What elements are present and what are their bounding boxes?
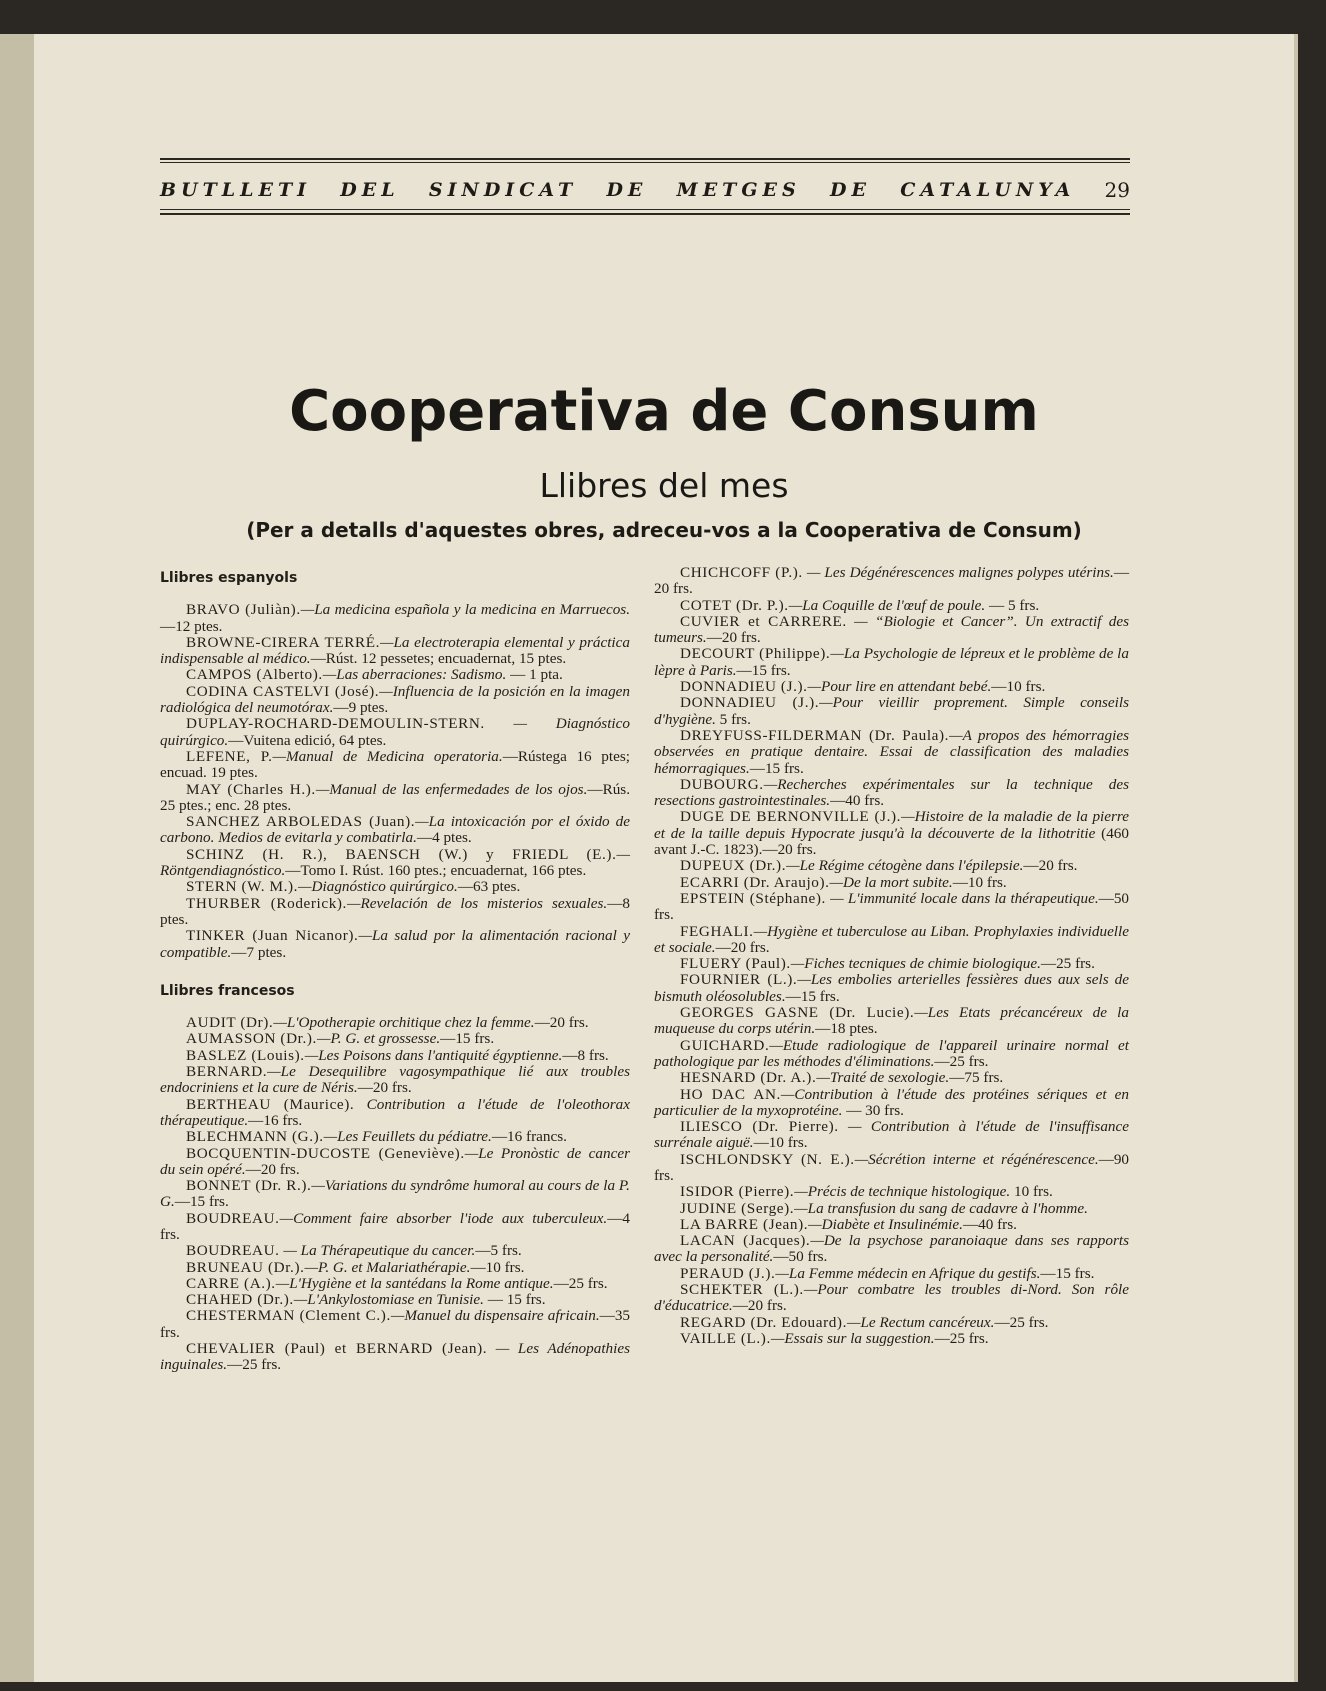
book-author: VAILLE (L.). (680, 1329, 771, 1347)
book-entry (160, 635, 630, 668)
book-title: —Comment faire absorber l'iode aux tuberculeux. (279, 1209, 608, 1227)
header-word: DEL (340, 179, 400, 201)
book-author: TINKER (Juan Nicanor). (186, 927, 359, 945)
book-price: —8 ptes. (160, 894, 630, 928)
book-title: —Pour combatre les troubles di-Nord. Son rôle d'éducatrice. (654, 1281, 1129, 1315)
book-author: PERAUD (J.). (680, 1264, 776, 1282)
book-price: —25 frs. (994, 1313, 1049, 1331)
book-author: DUPLAY-ROCHARD-DEMOULIN-STERN. (186, 715, 485, 733)
book-price: —9 ptes. (333, 699, 389, 717)
book-title: —Pour lire en attendant bebé. (807, 678, 992, 696)
book-entry (654, 956, 1129, 972)
page-number: 29 (1104, 178, 1130, 202)
book-author: CHESTERMAN (Clement C.). (186, 1307, 391, 1325)
book-title: Contribution a l'étude de l'oleothorax thérapeutique. (160, 1095, 630, 1129)
book-entry (654, 728, 1129, 777)
book-entry (160, 1178, 630, 1211)
book-author: DUBOURG. (680, 775, 764, 793)
header-word: DE (830, 179, 871, 201)
book-price: —40 frs. (962, 1215, 1017, 1233)
book-price: —10 frs. (991, 678, 1046, 696)
book-author: CHEVALIER (Paul) et BERNARD (Jean). (186, 1340, 488, 1358)
page-binding-edge (0, 34, 38, 1682)
book-entry (654, 1119, 1129, 1152)
book-title: —De la psychose paranoiaque dans ses rapports avec la personalité. (654, 1232, 1129, 1266)
book-entry (160, 782, 630, 815)
book-author: BASLEZ (Louis). (186, 1046, 305, 1064)
book-title: —Le Régime cétogène dans l'épilepsie. (786, 857, 1024, 875)
book-title: — Contribution à l'étude de l'insuffisance surrénale aiguë. (654, 1118, 1129, 1152)
book-author: CAMPOS (Alberto). (186, 666, 323, 684)
book-author: DUPEUX (Dr.). (680, 857, 787, 875)
book-entry (160, 1276, 630, 1292)
book-title: —Etude radiologique de l'appareil urinaire normal et pathologique par les méthodes d'éliminations. (654, 1036, 1129, 1070)
book-entry (160, 1097, 630, 1130)
book-author: BOCQUENTIN-DUCOSTE (Geneviève). (186, 1144, 465, 1162)
book-author: BERNARD. (186, 1063, 268, 1081)
book-title: — L'immunité locale dans la thérapeutique. (825, 889, 1099, 907)
book-price: —75 frs. (949, 1069, 1004, 1087)
header-rule-bottom (160, 213, 1130, 215)
book-author: SCHEKTER (L.). (680, 1281, 804, 1299)
book-title: —De la mort subite. (829, 873, 953, 891)
book-author: DECOURT (Philippe). (680, 645, 831, 663)
book-title: —Précis de technique histologique. (794, 1183, 1011, 1201)
book-title: —Les Poisons dans l'antiquité égyptienne. (304, 1046, 563, 1064)
book-author: FLUERY (Paul). (680, 955, 791, 973)
book-title: —Le Pronòstic de cancer du sein opéré. (160, 1144, 631, 1178)
book-title: —Pour vieillir proprement. Simple conseils d'hygiène. (654, 694, 1129, 728)
book-price: —15 frs. (785, 987, 840, 1005)
book-author: AUDIT (Dr). (186, 1014, 274, 1032)
book-entry (654, 1233, 1129, 1266)
book-title: —Manual de Medicina operatoria. (272, 747, 503, 765)
book-title: —La Coquille de l'œuf de poule. (788, 596, 986, 614)
book-title: —Les embolies arterielles fessières dues aux sels de bismuth oléosolubles. (654, 971, 1129, 1005)
book-title: —La transfusion du sang de cadavre à l'homme. (794, 1199, 1088, 1217)
book-entry (654, 1266, 1129, 1282)
book-title: —Manuel du dispensaire africain. (390, 1307, 600, 1325)
book-title: —P. G. et Malariathérapie. (304, 1258, 471, 1276)
book-author: STERN (W. M.). (186, 878, 299, 896)
spanish-book-list (160, 602, 630, 961)
book-author: ISIDOR (Pierre). (680, 1183, 795, 1201)
book-price: —15 frs. (736, 661, 791, 679)
book-entry (654, 924, 1129, 957)
book-price: —Rús. 25 ptes.; enc. 28 ptes. (160, 780, 630, 814)
book-title: —Contribution à l'étude des protéines sériques et en particulier de la myxoprotéine. (654, 1085, 1129, 1119)
book-entry (654, 646, 1129, 679)
book-price: —25 frs. (1040, 955, 1095, 973)
book-title: —Röntgendiagnóstico. (160, 845, 630, 880)
book-price: —25 frs. (553, 1274, 608, 1292)
book-entry (654, 1087, 1129, 1120)
book-author: SCHINZ (H. R.), BAENSCH (W.) y FRIEDL (E.). (186, 845, 617, 863)
book-title: —Revelación de los misterios sexuales. (346, 894, 608, 912)
book-author: COTET (Dr. P.). (680, 596, 789, 614)
book-author: BOUDREAU. (186, 1242, 280, 1260)
book-price: —12 ptes. (160, 617, 223, 635)
book-price: —35 frs. (160, 1307, 630, 1341)
book-author: HESNARD (Dr. A.). (680, 1069, 817, 1087)
header-rule-top-thin (160, 162, 1130, 163)
book-title: —La salud por la alimentación racional y compatible. (160, 927, 630, 961)
book-author: AUMASSON (Dr.). (186, 1030, 317, 1048)
book-title: — La Thérapeutique du cancer. (279, 1242, 476, 1260)
book-entry (654, 1038, 1129, 1071)
book-price: (460 avant J.-C. 1823).—20 frs. (654, 824, 1129, 859)
book-entry (654, 1217, 1129, 1233)
book-entry (654, 1152, 1129, 1185)
book-price: —20 frs. (245, 1160, 300, 1178)
book-price: —15 frs. (749, 759, 804, 777)
book-author: GUICHARD. (680, 1036, 770, 1054)
book-entry (160, 716, 630, 749)
header-rule-top (160, 158, 1130, 160)
book-author: ILIESCO (Dr. Pierre). (680, 1118, 839, 1136)
book-entry (654, 695, 1129, 728)
book-price: —Vuitena edició, 64 ptes. (228, 731, 387, 749)
running-header (160, 176, 1130, 204)
book-price: —5 frs. (475, 1242, 522, 1260)
book-price: —50 frs. (773, 1248, 828, 1266)
book-author: CHAHED (Dr.). (186, 1291, 294, 1309)
book-price: —8 frs. (562, 1046, 609, 1064)
book-price: —20 frs. (706, 629, 761, 647)
book-price: —10 frs. (952, 873, 1007, 891)
book-price: —40 frs. (830, 792, 885, 810)
book-entry (160, 1031, 630, 1047)
book-title: —Las aberraciones: Sadismo. (322, 666, 507, 684)
book-title: —Hygiène et tuberculose au Liban. Prophylaxies individuelle et sociale. (654, 922, 1129, 956)
book-author: DUGE DE BERNONVILLE (J.). (680, 808, 902, 826)
book-price: —Rúst. 12 pessetes; encuadernat, 15 ptes. (310, 650, 567, 668)
header-word: BUTLLETI (160, 179, 311, 201)
book-author: JUDINE (Serge). (680, 1199, 795, 1217)
book-entry (654, 565, 1129, 598)
book-price: —16 frs. (248, 1111, 303, 1129)
page-title: Cooperativa de Consum (289, 379, 1039, 444)
book-title: —Influencia de la posición en la imagen radiológica del neumotórax. (160, 682, 630, 717)
book-entry (160, 1064, 630, 1097)
book-entry (654, 679, 1129, 695)
book-entry (654, 1070, 1129, 1086)
book-price: —10 frs. (470, 1258, 525, 1276)
book-author: DONNADIEU (J.). (680, 694, 820, 712)
book-title: —P. G. et grossesse. (316, 1030, 441, 1048)
book-author: BRUNEAU (Dr.). (186, 1258, 305, 1276)
book-title: —Diagnóstico quirúrgico. (298, 878, 458, 896)
book-author: BERTHEAU (Maurice). (186, 1095, 355, 1113)
book-author: LEFENE, P. (186, 747, 273, 765)
book-title: —La electroterapia elemental y práctica indispensable al médico. (160, 633, 630, 668)
book-price: —15 frs. (174, 1193, 229, 1211)
book-price: —20 frs. (715, 938, 770, 956)
book-price: —15 frs. (440, 1030, 495, 1048)
book-entry (160, 1211, 630, 1244)
book-author: BRAVO (Juliàn). (186, 601, 301, 619)
book-entry (160, 847, 630, 880)
book-title: —La intoxicación por el óxido de carbono. Medios de evitarla y combatirla. (160, 813, 630, 847)
book-entry (654, 777, 1129, 810)
book-entry (654, 858, 1129, 874)
book-author: BOUDREAU. (186, 1209, 280, 1227)
book-title: —Variations du syndrôme humoral au cours de la P. G. (160, 1177, 630, 1211)
book-author: CHICHCOFF (P.). (680, 564, 803, 581)
book-author: BONNET (Dr. R.). (186, 1177, 312, 1195)
book-author: FEGHALI. (680, 922, 754, 940)
book-author: DREYFUSS-FILDERMAN (Dr. Paula). (680, 726, 950, 744)
book-title: —A propos des hémorragies observées en pratique dentaire. Essai de classification des maladies hémorragiques. (654, 726, 1129, 777)
page-note: (Per a detalls d'aquestes obres, adreceu-vos a la Cooperativa de Consum) (246, 518, 1082, 542)
book-entry (160, 1308, 630, 1341)
journal-page (34, 34, 1298, 1682)
section-heading-spanish: Llibres espanyols (160, 570, 298, 586)
book-title: —La medicina española y la medicina en Marruecos. (300, 601, 630, 619)
book-price: —10 frs. (753, 1134, 808, 1152)
book-title: —Histoire de la maladie de la pierre et de la taille depuis Hypocrate jusqu'à la découverte de la lithotritie (654, 808, 1129, 842)
book-title: —Essais sur la suggestion. (770, 1329, 935, 1347)
book-price: —63 ptes. (457, 878, 521, 896)
book-entry (654, 598, 1129, 614)
book-title: —Les Feuillets du pédiatre. (323, 1128, 492, 1146)
book-entry (160, 1129, 630, 1145)
header-rule-bottom-thin (160, 209, 1130, 210)
book-title: —Recherches expérimentales sur la technique des resections gastrointestinales. (654, 775, 1129, 810)
book-title: —Sécrétion interne et régénérescence. (854, 1150, 1099, 1168)
book-price: — 1 pta. (506, 666, 563, 684)
book-title: —Le Desequilibre vagosympathique lié aux troubles endocriniens et la cure de Néris. (160, 1063, 630, 1097)
book-title: —Manual de las enfermedades de los ojos. (315, 780, 588, 798)
book-price: —20 frs. (357, 1079, 412, 1097)
book-author: LA BARRE (Jean). (680, 1215, 809, 1233)
book-price: —20 frs. (534, 1014, 589, 1032)
book-entry (654, 891, 1129, 924)
book-price: —4 frs. (160, 1209, 630, 1243)
book-entry (160, 814, 630, 847)
book-author: GEORGES GASNE (Dr. Lucie). (680, 1004, 915, 1022)
section-heading-french: Llibres francesos (160, 982, 295, 999)
book-price: 10 frs. (1010, 1183, 1053, 1201)
header-word: CATALUNYA (900, 179, 1076, 201)
book-entry (654, 1005, 1129, 1038)
book-author: CODINA CASTELVI (José). (186, 682, 380, 700)
right-column (654, 565, 1129, 1347)
book-title: —La Psychologie de lépreux et le problème de la lèpre à Paris. (654, 645, 1129, 679)
book-author: MAY (Charles H.). (186, 780, 316, 798)
book-author: ECARRI (Dr. Araujo). (680, 873, 830, 891)
book-entry (160, 1015, 630, 1031)
book-entry (160, 896, 630, 929)
book-price: —Tomo I. Rúst. 160 ptes.; encuadernat, 166 ptes. (285, 862, 587, 880)
book-author: EPSTEIN (Stéphane). (680, 889, 826, 907)
book-title: —Diabète et Insulinémie. (808, 1215, 963, 1233)
book-entry (160, 749, 630, 782)
book-entry (654, 1315, 1129, 1331)
french-book-list-part2 (654, 565, 1129, 1347)
header-word: DE (606, 179, 648, 201)
book-entry (654, 972, 1129, 1005)
book-title: —L'Ankylostomiase en Tunisie. (293, 1291, 484, 1309)
book-price: —20 frs. (654, 564, 1129, 598)
book-title: —La Femme médecin en Afrique du gestifs. (775, 1264, 1041, 1282)
book-author: BLECHMANN (G.). (186, 1128, 324, 1146)
book-entry (160, 1341, 630, 1374)
book-title: — Les Dégénérescences malignes polypes utérins. (802, 564, 1114, 581)
book-price: 5 frs. (715, 710, 751, 728)
book-entry (654, 614, 1129, 647)
book-author: SANCHEZ ARBOLEDAS (Juan). (186, 813, 416, 831)
book-title: —L'Opotherapie orchitique chez la femme. (273, 1014, 535, 1032)
book-title: — Les Adénopathies inguinales. (160, 1340, 631, 1374)
header-word: SINDICAT (428, 179, 578, 201)
book-entry (654, 1201, 1129, 1217)
book-entry (654, 1184, 1129, 1200)
book-entry (654, 1331, 1129, 1347)
book-title: —L'Hygiène et la santédans la Rome antique. (275, 1274, 554, 1292)
book-entry (160, 667, 630, 683)
book-author: FOURNIER (L.). (680, 971, 798, 989)
book-price: —50 frs. (654, 889, 1129, 924)
book-author: REGARD (Dr. Edouard). (680, 1313, 847, 1331)
left-column (160, 570, 630, 1374)
book-author: LACAN (Jacques). (680, 1232, 811, 1250)
book-price: —18 ptes. (815, 1020, 878, 1038)
french-book-list-part1 (160, 1015, 630, 1374)
book-price: —16 francs. (491, 1128, 567, 1146)
book-entry (654, 875, 1129, 891)
page-subtitle: Llibres del mes (539, 466, 789, 505)
book-title: —Traité de sexologie. (816, 1069, 950, 1087)
book-author: CARRE (A.). (186, 1274, 276, 1292)
book-author: THURBER (Roderick). (186, 894, 347, 912)
book-entry (654, 1282, 1129, 1315)
book-price: —90 frs. (654, 1150, 1129, 1184)
book-price: —15 frs. (1040, 1264, 1095, 1282)
book-price: —7 ptes. (231, 943, 287, 961)
book-price: —25 frs. (227, 1356, 282, 1374)
book-title: —Fiches tecniques de chimie biologique. (790, 955, 1041, 973)
book-price: —4 ptes. (416, 829, 472, 847)
book-entry (160, 1146, 630, 1179)
book-title: — “Biologie et Cancer”. Un extractif des tumeurs. (654, 612, 1129, 647)
book-price: —25 frs. (934, 1329, 989, 1347)
book-price: —Rústega 16 ptes; encuad. 19 ptes. (160, 747, 630, 782)
book-entry (160, 1292, 630, 1308)
book-price: — 30 frs. (842, 1101, 904, 1119)
book-entry (160, 1048, 630, 1064)
book-title: — Diagnóstico quirúrgico. (160, 715, 630, 749)
book-author: ISCHLONDSKY (N. E.). (680, 1150, 855, 1168)
book-price: — 15 frs. (483, 1291, 546, 1309)
book-entry (160, 1243, 630, 1259)
book-author: CUVIER et CARRERE. (680, 612, 847, 630)
book-author: HO DAC AN. (680, 1085, 781, 1103)
book-price: —20 frs. (732, 1297, 787, 1315)
book-entry (160, 928, 630, 961)
book-title: —Le Rectum cancéreux. (846, 1313, 995, 1331)
book-author: BROWNE-CIRERA TERRÉ. (186, 633, 380, 651)
book-price: —25 frs. (934, 1052, 989, 1070)
book-price: — 5 frs. (985, 596, 1040, 614)
book-entry (654, 809, 1129, 858)
book-entry (160, 1260, 630, 1276)
book-title: —Les Etats précancéreux de la muqueuse du corps utérin. (654, 1004, 1129, 1038)
book-entry (160, 684, 630, 717)
book-entry (160, 879, 630, 895)
book-author: DONNADIEU (J.). (680, 678, 808, 696)
book-entry (160, 602, 630, 635)
header-word: METGES (676, 179, 801, 201)
book-price: —20 frs. (1023, 857, 1078, 875)
